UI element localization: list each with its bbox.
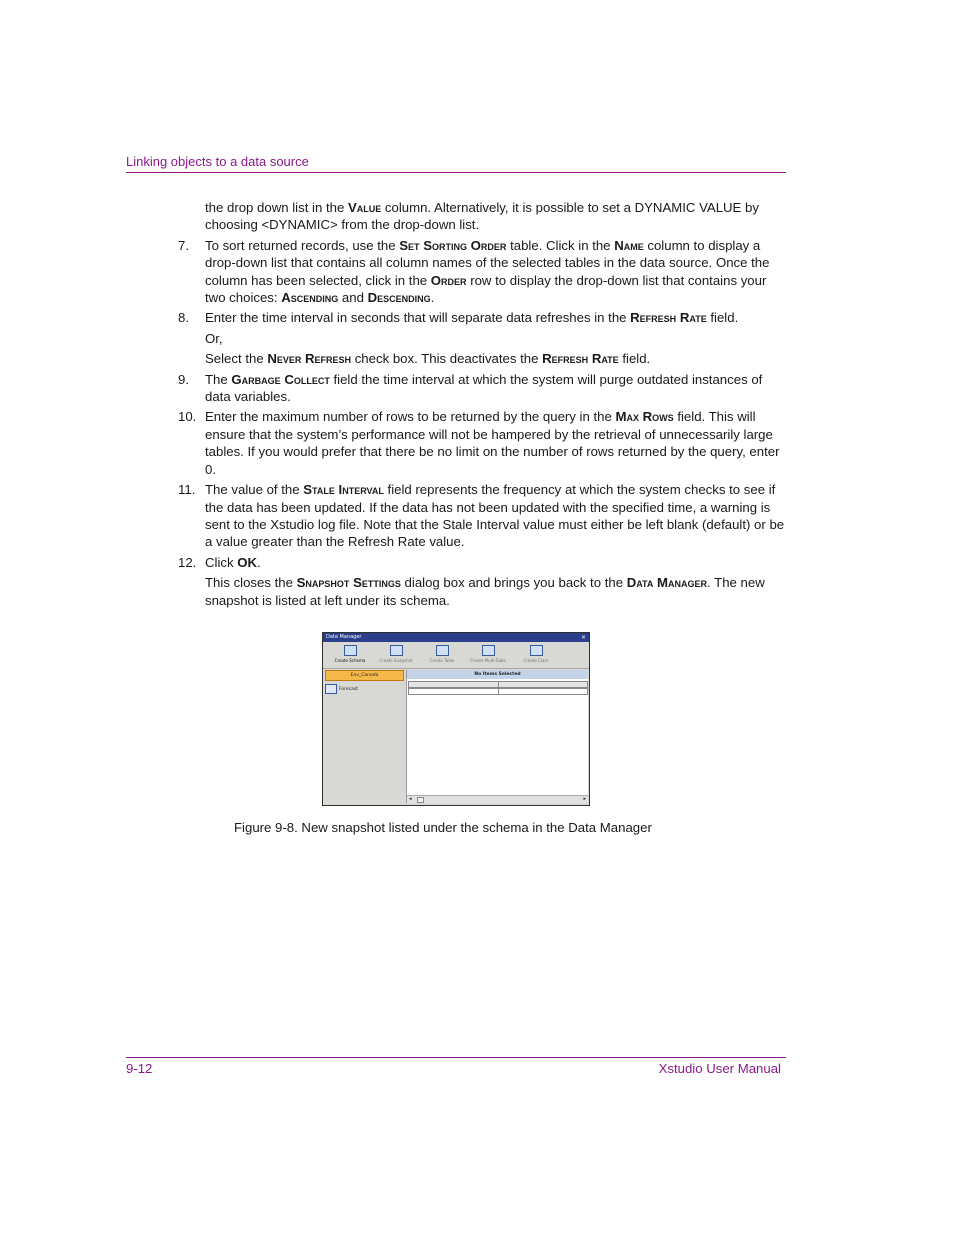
list-item-11: 11. The value of the Stale Interval field represents the frequency at which the system checks to see if the data has been updated. If the data has not been updated with the specified time, a warning is sent to the Xstudio log file. Note that the Stale Interval value must either be left blank (default) or be a value greater than the Refresh Rate value. [178,482,785,550]
or-paragraph: Or, [205,330,223,346]
details-header: No Items Selected [407,670,588,679]
footer-rule [126,1057,786,1058]
list-item-10: 10. Enter the maximum number of rows to be returned by the query in the Max Rows field. This will ensure that the system’s performance will not be hampered by the retrieval of unnecessarily large tables. If you would prefer that there be no limit on the number of rows returned by the query, enter 0. [178,409,780,477]
toolbar [323,642,589,669]
never-refresh-paragraph: Select the Never Refresh check box. This deactivates the Refresh Rate field. [205,351,651,367]
grid-cell [408,688,499,695]
list-item-9: 9. The Garbage Collect field the time interval at which the system will purge outdated instances of data variables. [178,371,763,405]
create-snapshot-button[interactable]: Create Snapshot [373,645,419,663]
header-rule [126,172,786,173]
list-number: 12. [178,554,197,570]
scroll-thumb[interactable] [417,797,424,803]
figure-caption: Figure 9-8. New snapshot listed under the schema in the Data Manager [234,820,652,835]
class-icon [530,645,543,656]
snapshot-node[interactable] [325,684,403,694]
closes-paragraph: This closes the Snapshot Settings dialog box and brings you back to the Data Manager. The new snapshot is listed at left under its schema. [205,575,765,608]
list-number: 7. [178,237,189,253]
scroll-left-icon[interactable]: ◂ [409,796,412,802]
create-schema-button[interactable]: Create Schema [327,645,373,663]
scroll-right-icon[interactable]: ▸ [583,796,586,802]
details-pane [406,670,588,803]
multi-table-icon [482,645,495,656]
window-title: Data Manager [326,634,362,640]
schema-node[interactable]: Env_Canada [325,670,404,681]
intro-paragraph: the drop down list in the Value column. Alternatively, it is possible to set a DYNAMIC VALUE by choosing <DYNAMIC> from the drop-down list. [205,200,759,233]
snapshot-label: Forecast [339,686,359,692]
list-item-8: 8. Enter the time interval in seconds that will separate data refreshes in the Refresh Rate field. [178,310,739,326]
table-icon [436,645,449,656]
list-number: 9. [178,371,189,387]
create-class-button[interactable]: Create Class [513,645,559,663]
create-multi-table-button[interactable]: Create Multi-Table [465,645,511,663]
body-text [178,199,788,612]
list-item-12: 12. Click OK. [178,554,261,570]
close-icon[interactable]: × [580,634,586,641]
page-number: 9-12 [126,1061,153,1076]
grid-cell [498,688,588,695]
properties-grid [408,681,587,695]
manual-title: Xstudio User Manual [658,1061,781,1076]
list-number: 11. [178,482,196,498]
camera-icon [390,645,403,656]
grid-cell [408,681,499,688]
create-table-button[interactable]: Create Table [419,645,465,663]
window-titlebar [323,633,589,642]
running-header: Linking objects to a data source [126,154,309,169]
horizontal-scrollbar[interactable] [407,795,588,803]
list-number: 10. [178,409,197,425]
grid-cell [498,681,588,688]
schema-icon [344,645,357,656]
schema-tree [325,670,403,801]
list-item-7: 7. To sort returned records, use the Set Sorting Order table. Click in the Name column to display a drop-down list that contains all column names of the selected tables in the data source. Once the column has been selected, click in the Order row to display the drop-down list that contains your two choices: Ascending and Descending. [178,237,770,306]
camera-icon [325,684,337,694]
list-number: 8. [178,310,189,326]
data-manager-screenshot [322,632,590,806]
